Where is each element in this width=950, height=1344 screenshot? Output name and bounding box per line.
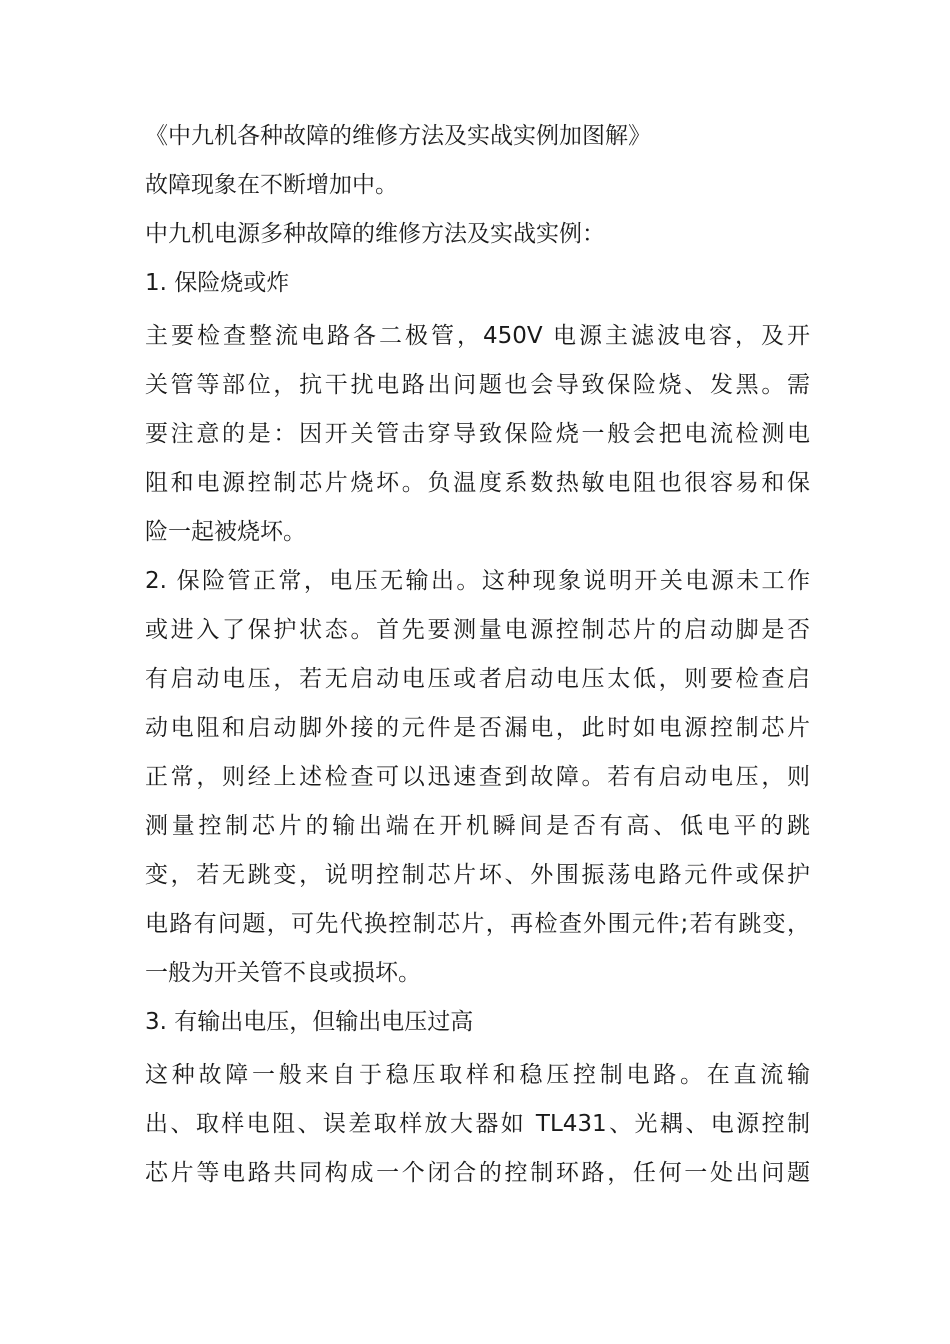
document-intro: 中九机电源多种故障的维修方法及实战实例： [145,221,605,247]
document-subtitle: 故障现象在不断增加中。 [145,172,398,198]
section-heading: 2. 保险管正常，电压无输出。这种现象说明开关电源未工作 [145,568,810,594]
section-heading: 1. 保险烧或炸 [145,270,290,296]
paragraph-line: 关管等部位，抗干扰电路出问题也会导致保险烧、发黑。需 [145,372,810,398]
paragraph-line: 变，若无跳变，说明控制芯片坏、外围振荡电路元件或保护 [145,862,810,888]
paragraph-line: 险一起被烧坏。 [145,519,306,545]
paragraph-line: 这种故障一般来自于稳压取样和稳压控制电路。在直流输 [145,1062,810,1088]
paragraph-line: 出、取样电阻、误差取样放大器如 TL431、光耦、电源控制 [145,1111,810,1137]
paragraph-line: 电路有问题，可先代换控制芯片，再检查外围元件;若有跳变， [145,911,810,937]
paragraph-line: 主要检查整流电路各二极管，450V 电源主滤波电容，及开 [145,323,810,349]
paragraph-line: 阻和电源控制芯片烧坏。负温度系数热敏电阻也很容易和保 [145,470,810,496]
document-body [145,112,810,1198]
paragraph-line: 芯片等电路共同构成一个闭合的控制环路，任何一处出问题 [145,1160,810,1186]
paragraph-line: 动电阻和启动脚外接的元件是否漏电，此时如电源控制芯片 [145,715,810,741]
document-title: 《中九机各种故障的维修方法及实战实例加图解》 [145,123,651,149]
paragraph-line: 一般为开关管不良或损坏。 [145,960,421,986]
paragraph-line: 或进入了保护状态。首先要测量电源控制芯片的启动脚是否 [145,617,810,643]
paragraph-line: 要注意的是：因开关管击穿导致保险烧一般会把电流检测电 [145,421,810,447]
paragraph-line: 正常，则经上述检查可以迅速查到故障。若有启动电压，则 [145,764,810,790]
paragraph-line: 有启动电压，若无启动电压或者启动电压太低，则要检查启 [145,666,810,692]
paragraph-line: 测量控制芯片的输出端在开机瞬间是否有高、低电平的跳 [145,813,810,839]
section-heading: 3. 有输出电压，但输出电压过高 [145,1009,474,1035]
